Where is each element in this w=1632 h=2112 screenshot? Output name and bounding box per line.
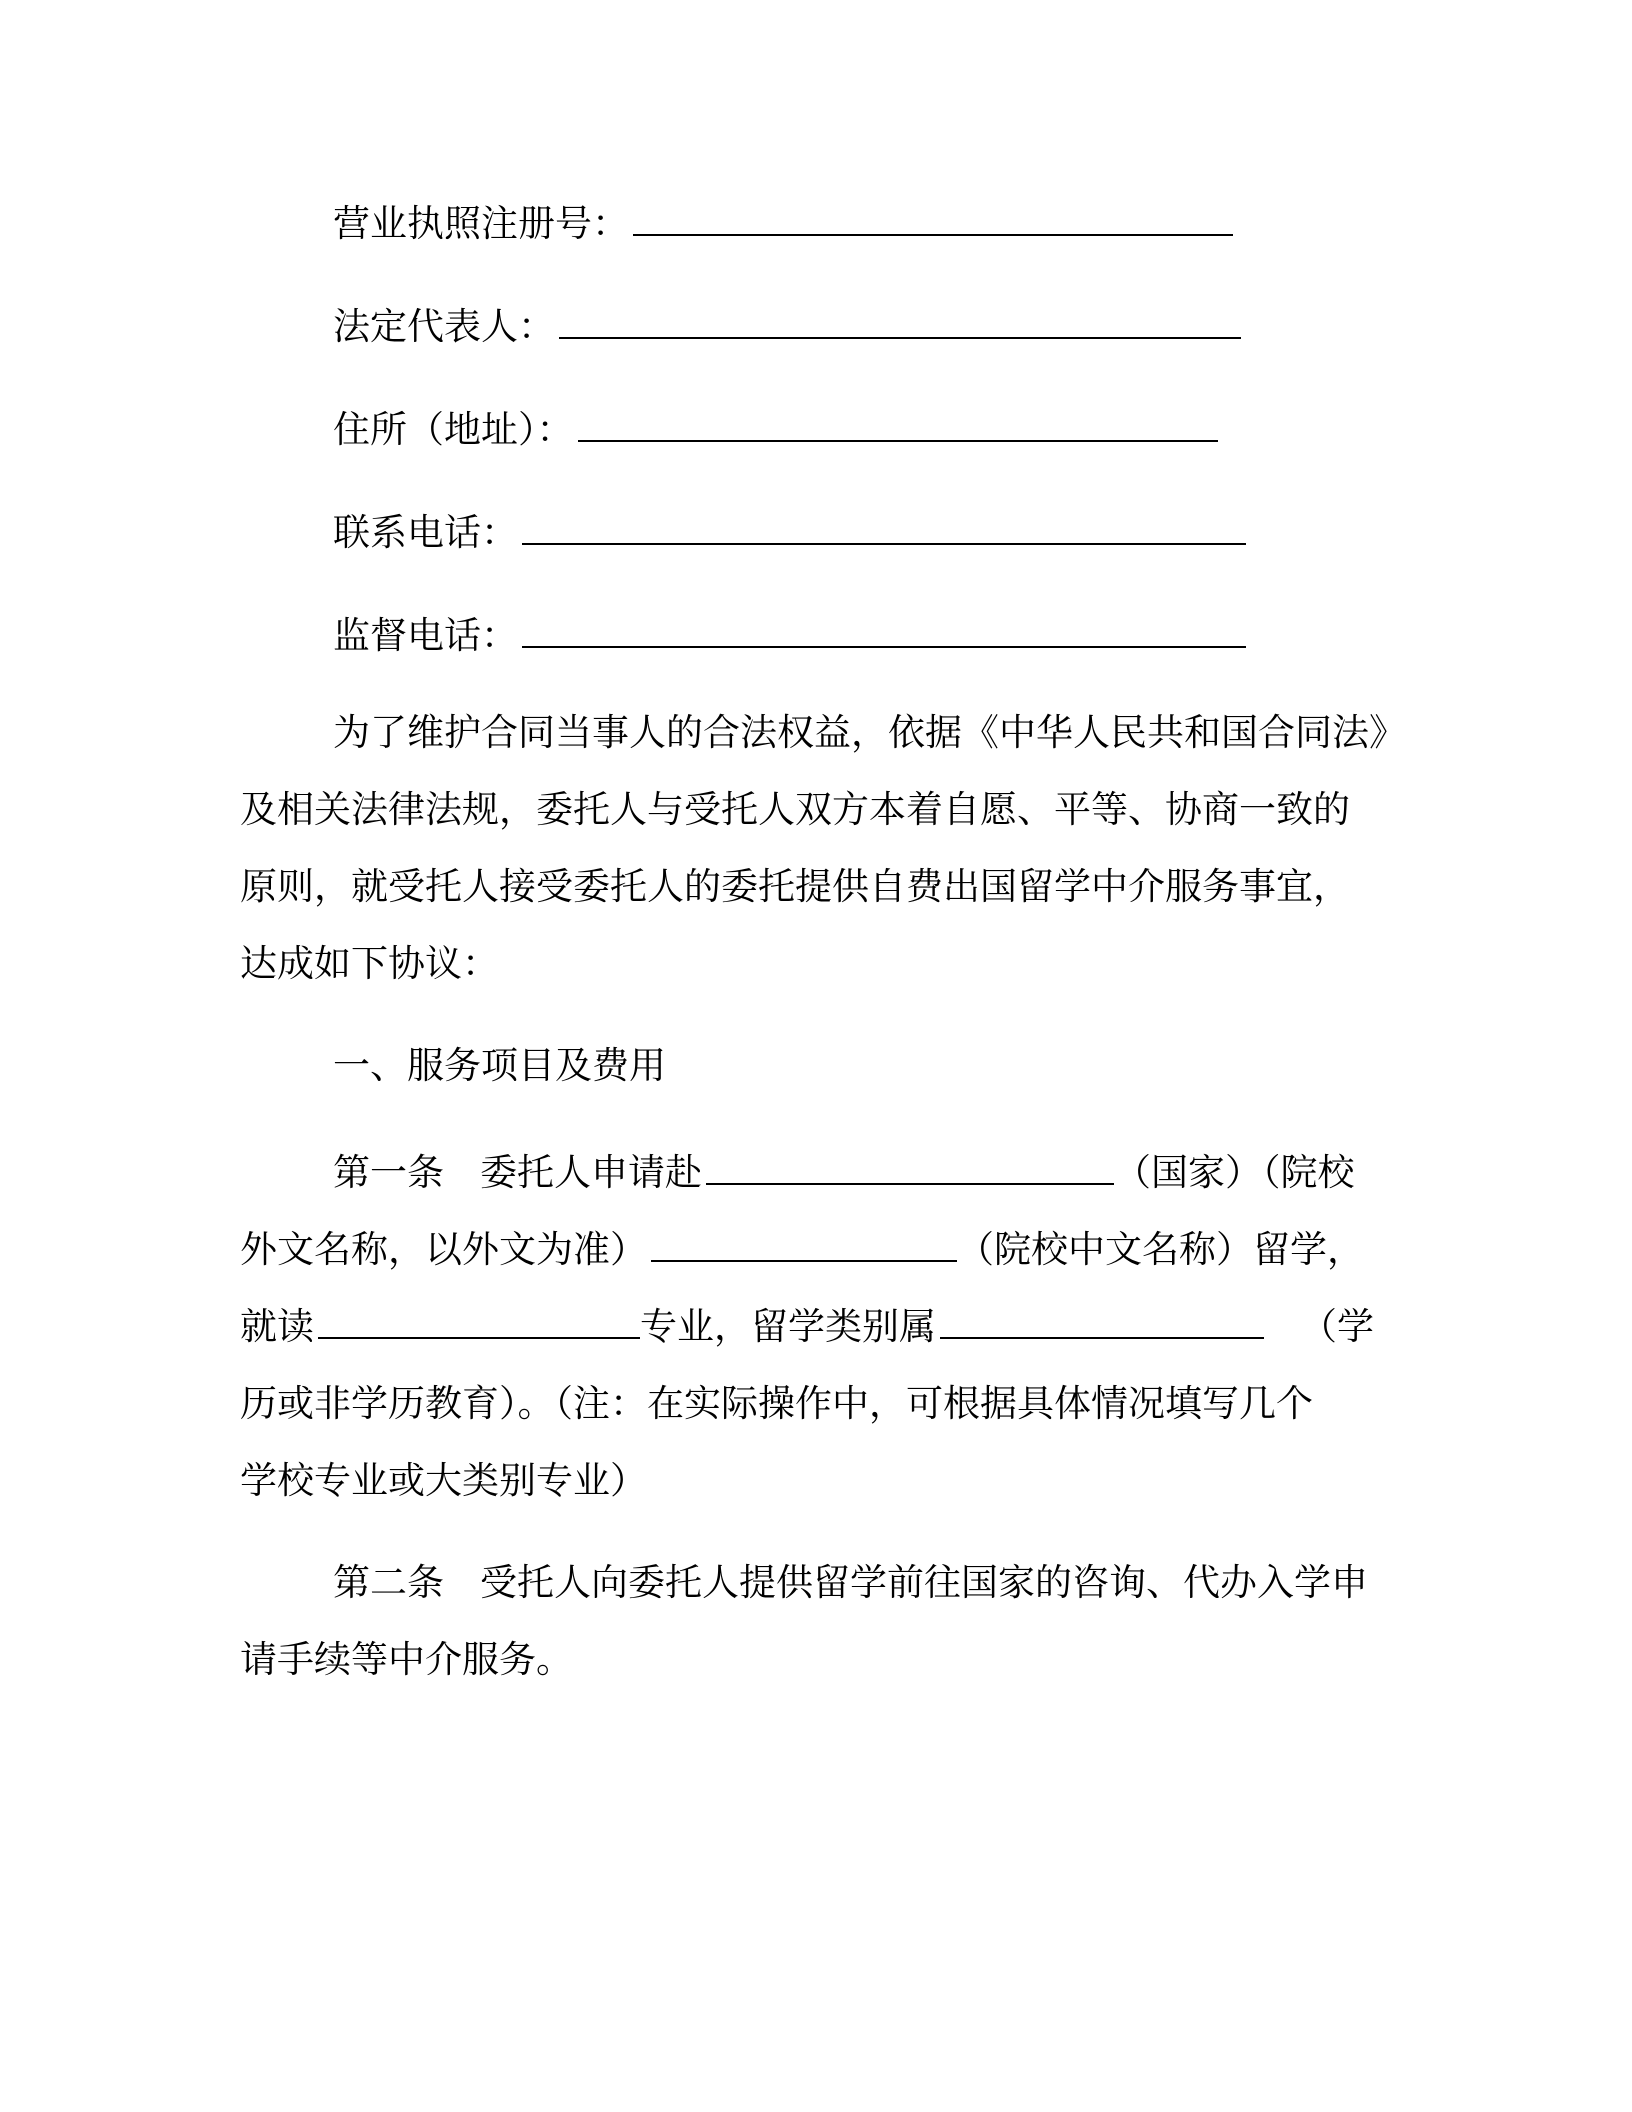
article-2-text: 受托人向委托人提供留学前往国家的咨询、代办入学申	[480, 1561, 1368, 1604]
contact-phone-label: 联系电话：	[333, 511, 518, 554]
section-heading: 一、服务项目及费用	[333, 1044, 666, 1087]
article-2-line: 请手续等中介服务。	[240, 1638, 573, 1681]
address-field	[333, 406, 1218, 454]
article-1-text: 外文名称，以外文为准）	[240, 1228, 647, 1271]
intro-line: 及相关法律法规，委托人与受托人双方本着自愿、平等、协商一致的	[240, 788, 1350, 831]
legal-rep-blank[interactable]	[559, 307, 1241, 339]
intro-line: 原则，就受托人接受委托人的委托提供自费出国留学中介服务事宜，	[240, 865, 1350, 908]
article-1-line	[240, 1134, 1400, 1211]
country-blank[interactable]	[706, 1153, 1114, 1185]
intro-line: 为了维护合同当事人的合法权益，依据《中华人民共和国合同法》	[333, 711, 1406, 754]
article-1-text: 就读	[240, 1305, 314, 1348]
article-1	[240, 1134, 1400, 1519]
legal-rep-field	[333, 303, 1241, 351]
article-1-text: 委托人申请赴	[480, 1151, 702, 1194]
article-2	[240, 1544, 1400, 1698]
major-blank[interactable]	[318, 1307, 640, 1339]
intro-paragraph	[240, 694, 1406, 1002]
contact-phone-blank[interactable]	[522, 513, 1246, 545]
school-foreign-name-blank[interactable]	[651, 1230, 957, 1262]
supervise-phone-label: 监督电话：	[333, 614, 518, 657]
supervise-phone-blank[interactable]	[522, 616, 1246, 648]
article-1-text: （学	[1300, 1305, 1374, 1348]
article-2-number: 第二条	[333, 1561, 444, 1604]
license-number-blank[interactable]	[633, 204, 1233, 236]
supervise-phone-field	[333, 612, 1246, 660]
contact-phone-field	[333, 509, 1246, 557]
address-blank[interactable]	[578, 410, 1218, 442]
article-1-line	[240, 1211, 1400, 1288]
legal-rep-label: 法定代表人：	[333, 305, 555, 348]
article-1-line	[240, 1288, 1400, 1365]
study-category-blank[interactable]	[940, 1307, 1264, 1339]
article-1-line: 学校专业或大类别专业）	[240, 1459, 647, 1502]
intro-line: 达成如下协议：	[240, 942, 499, 985]
license-number-label: 营业执照注册号：	[333, 202, 629, 245]
article-1-text: （院校中文名称）留学，	[957, 1228, 1364, 1271]
license-number-field	[333, 200, 1233, 248]
article-1-line: 历或非学历教育）。（注：在实际操作中，可根据具体情况填写几个	[240, 1382, 1313, 1425]
article-1-number: 第一条	[333, 1151, 444, 1194]
article-2-line	[240, 1544, 1400, 1621]
address-label: 住所（地址）：	[333, 408, 574, 451]
article-1-text: （国家）（院校	[1114, 1151, 1355, 1194]
article-1-text: 专业，留学类别属	[640, 1305, 936, 1348]
